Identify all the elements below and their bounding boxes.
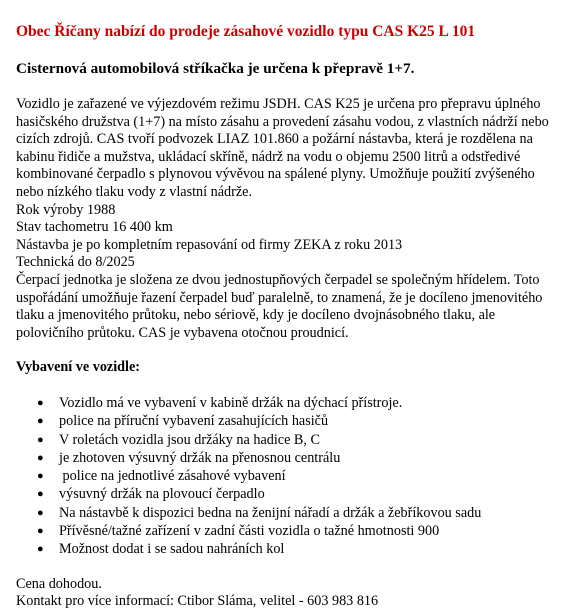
list-item [37,540,564,558]
bullet-icon: ● [37,415,44,428]
list-item [37,412,564,430]
list-item [37,504,564,522]
list-item [37,449,564,467]
equipment-heading: Vybavení ve vozidle: [16,359,141,376]
bullet-icon: ● [37,524,44,537]
list-item-text: Vozidlo má ve vybavení v kabině držák na dýchací přístroje. [59,394,403,411]
pump-description-line: tlaku a jmenovitého průtoku, nebo sériově, kdy je docíleno dvojnásobného tlaku, ale [16,307,496,324]
list-item [37,522,564,540]
description-line: hasičského družstva (1+7) na místo zásahu a provedení zásahu vodou, z vlastních nádrží nebo [16,113,549,130]
list-item [37,431,564,449]
contact-info: Kontakt pro více informací: Ctibor Sláma, velitel - 603 983 816 [16,593,379,610]
odometer-reading: Stav tachometru 16 400 km [16,219,173,236]
description-line: cizích zdrojů. CAS tvoří podvozek LIAZ 101.860 a požární nástavba, která je rozdělena na [16,131,533,148]
page-title: Obec Říčany nabízí do prodeje zásahové vozidlo typu CAS K25 L 101 [16,23,476,40]
bodywork-refurbishment: Nástavba je po kompletním repasování od firmy ZEKA z roku 2013 [16,236,403,253]
list-item-text: police na jednotlivé zásahové vybavení [59,468,286,485]
bullet-icon: ● [37,433,44,446]
list-item-text: police na příruční vybavení zasahujících hasičů [59,413,329,430]
bullet-icon: ● [37,488,44,501]
description-line: kombinované čerpadlo s plynovou vývěvou na spálené plyny. Umožňuje použití zvýšeného [16,166,535,183]
price-note: Cena dohodou. [16,575,102,592]
contact-footer [16,576,564,611]
bullet-icon: ● [37,506,44,519]
technical-inspection: Technická do 8/2025 [16,254,135,271]
list-item [37,394,564,412]
description-line: nebo nízkého tlaku vody z vlastní nádrže. [16,183,252,200]
list-item-text: Na nástavbě k dispozici bedna na ženijní nářadí a držák a žebříkovou sadu [59,504,482,521]
bullet-icon: ● [37,451,44,464]
page-subtitle: Cisternová automobilová stříkačka je určena k přepravě 1+7. [16,60,415,77]
list-item [37,467,564,485]
pump-description-line: uspořádání umožňuje řazení čerpadel buď paralelně, to znamená, že je docíleno jmenovitého [16,289,543,306]
bullet-icon: ● [37,543,44,556]
description-line: kabinu řidiče a mužstva, ukládací skříně, nádrž na vodu o objemu 2500 litrů a odstředivé [16,148,521,165]
equipment-list [16,394,564,559]
bullet-icon: ● [37,396,44,409]
list-item-text: V roletách vozidla jsou držáky na hadice B, C [59,431,320,448]
description-line: Vozidlo je zařazené ve výjezdovém režimu JSDH. CAS K25 je určena pro přepravu úplného [16,96,541,112]
bullet-icon: ● [37,470,44,483]
list-item [37,485,564,503]
pump-description-line: Čerpací jednotka je složena ze dvou jednostupňových čerpadel se společným hřídelem. Toto [16,271,540,288]
list-item-text: výsuvný držák na plovoucí čerpadlo [59,486,265,503]
list-item-text: Možnost dodat i se sadou nahráních kol [59,541,285,558]
list-item-text: je zhotoven výsuvný držák na přenosnou centrálu [59,449,341,466]
list-item-text: Přívěsné/tažné zařízení v zadní části vozidla o tažné hmotnosti 900 [59,522,440,539]
pump-description-line: polovičního průtoku. CAS je vybavena otočnou proudnicí. [16,324,349,341]
production-year: Rok výroby 1988 [16,201,116,218]
vehicle-description [16,96,564,342]
